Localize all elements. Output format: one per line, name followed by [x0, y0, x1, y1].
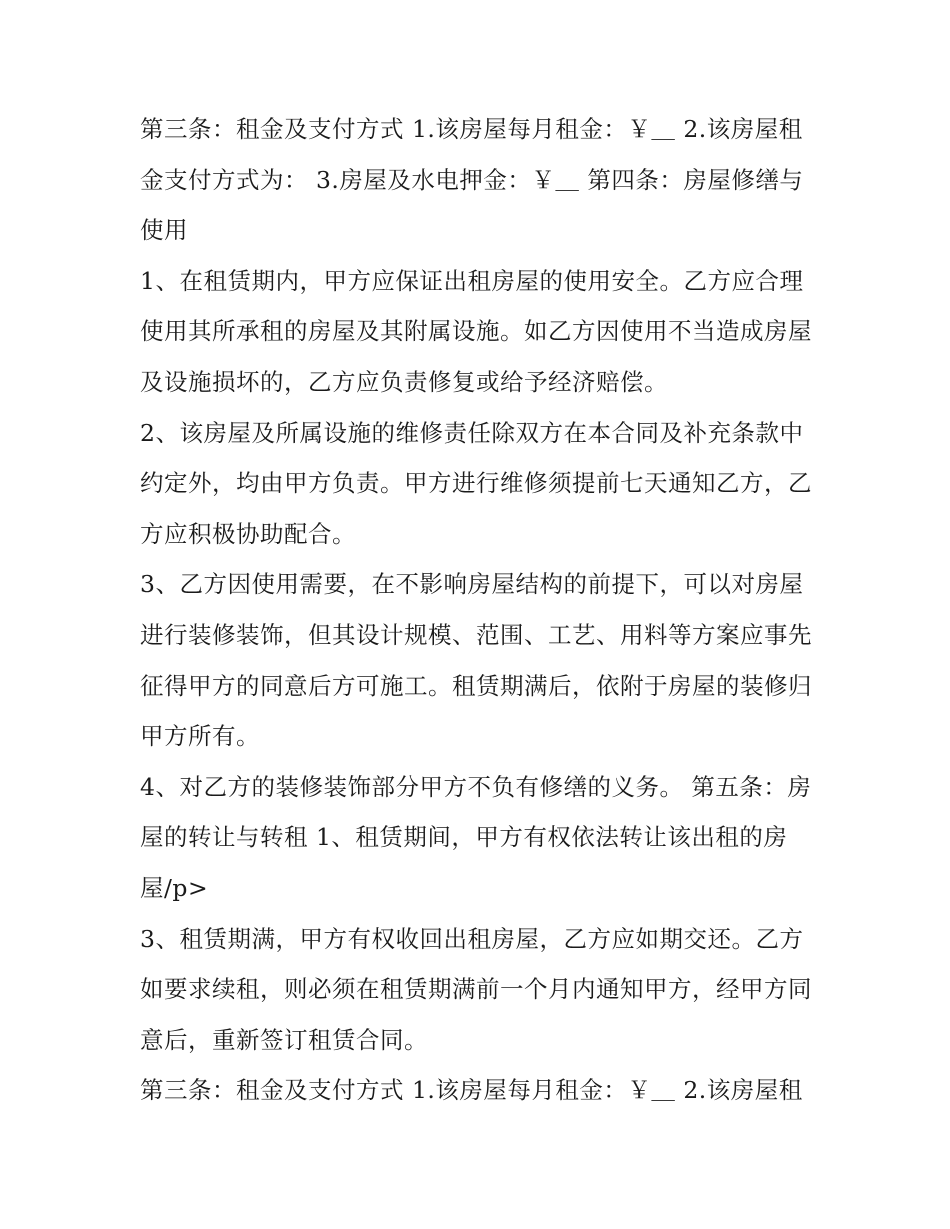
paragraph-clause-2: 2、该房屋及所属设施的维修责任除双方在本合同及补充条款中约定外，均由甲方负责。甲方进行维修须提前七天通知乙方，乙方应积极协助配合。	[140, 418, 812, 548]
paragraph-rent-payment: 第三条：租金及支付方式 1.该房屋每月租金：￥＿ 2.该房屋租金支付方式为： 3.房屋及水电押金：￥＿ 第四条：房屋修缮与使用	[140, 115, 804, 245]
document-body	[140, 104, 815, 1116]
paragraph-clause-1: 1、在租赁期内，甲方应保证出租房屋的使用安全。乙方应合理使用其所承租的房屋及其附属设施。如乙方因使用不当造成房屋及设施损坏的，乙方应负责修复或给予经济赔偿。	[140, 266, 812, 396]
paragraph-rent-payment-repeat: 第三条：租金及支付方式 1.该房屋每月租金：￥＿ 2.该房屋租	[140, 1076, 803, 1105]
paragraph-clause-4: 4、对乙方的装修装饰部分甲方不负有修缮的义务。 第五条：房屋的转让与转租 1、租赁期间，甲方有权依法转让该出租的房屋/p>	[140, 772, 812, 902]
paragraph-clause-3: 3、乙方因使用需要，在不影响房屋结构的前提下，可以对房屋进行装修装饰，但其设计规模、范围、工艺、用料等方案应事先征得甲方的同意后方可施工。租赁期满后，依附于房屋的装修归甲方所有。	[140, 570, 812, 751]
paragraph-clause-3-lease-end: 3、租赁期满，甲方有权收回出租房屋，乙方应如期交还。乙方如要求续租，则必须在租赁期满前一个月内通知甲方，经甲方同意后，重新签订租赁合同。	[140, 924, 812, 1054]
